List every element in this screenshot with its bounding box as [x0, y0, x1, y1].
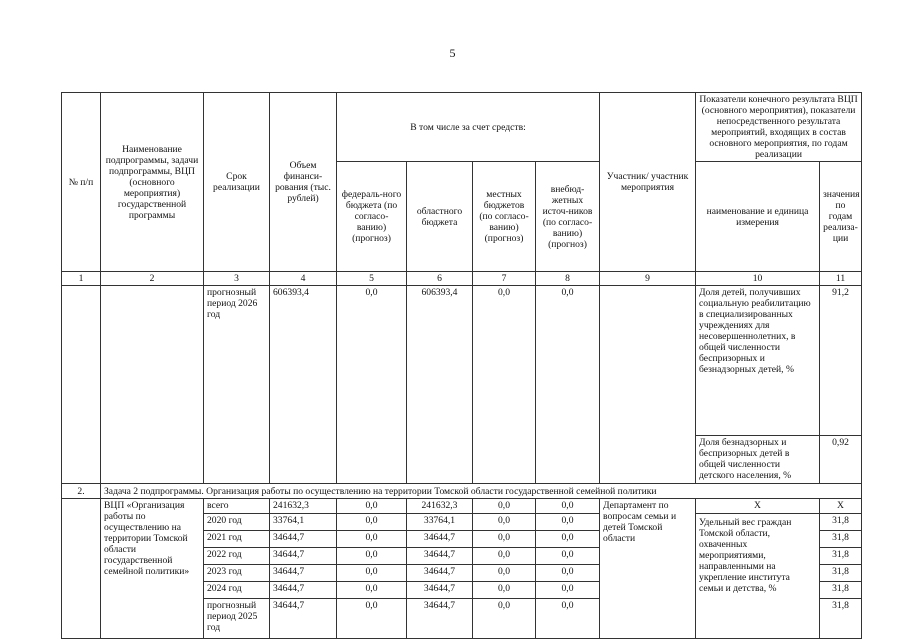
indicator-value: 91,2	[820, 286, 862, 436]
local-cell: 0,0	[473, 514, 536, 531]
colnum: 8	[536, 272, 600, 286]
colnum: 7	[473, 272, 536, 286]
extra-cell: 0,0	[536, 286, 600, 484]
total-cell: 241632,3	[270, 499, 337, 514]
regional-cell: 34644,7	[407, 548, 473, 565]
period-cell: 2023 год	[204, 565, 270, 582]
indicator-value: 31,8	[820, 548, 862, 565]
header-col5: федераль-ного бюджета (по согласо-ванию) (прогноз)	[337, 162, 407, 272]
colnum: 11	[820, 272, 862, 286]
x-marker: Х	[696, 499, 820, 514]
extra-cell: 0,0	[536, 499, 600, 514]
header-indicators: Показатели конечного результата ВЦП (основного мероприятия), показатели непосредственного результата мероприятий, входящих в состав основного мероприятия, по годам реализации	[696, 93, 862, 162]
indicator-value: 31,8	[820, 514, 862, 531]
page-number: 5	[449, 46, 456, 60]
regional-cell: 33764,1	[407, 514, 473, 531]
local-cell: 0,0	[473, 499, 536, 514]
federal-cell: 0,0	[337, 286, 407, 484]
local-cell: 0,0	[473, 599, 536, 639]
colnum: 10	[696, 272, 820, 286]
header-col3: Срок реализации	[204, 93, 270, 272]
header-group: В том числе за счет средств:	[337, 93, 600, 162]
federal-cell: 0,0	[337, 531, 407, 548]
vcp-name: ВЦП «Организация работы по осуществлению на территории Томской области государственной семейной политики»	[101, 499, 204, 639]
extra-cell: 0,0	[536, 582, 600, 599]
total-cell: 34644,7	[270, 565, 337, 582]
total-cell: 34644,7	[270, 599, 337, 639]
indicator-name: Доля детей, получивших социальную реабилитацию в специализированных учреждениях для несовершеннолетних, в общей численности беспризорных и безнадзорных детей, %	[696, 286, 820, 436]
regional-cell: 241632,3	[407, 499, 473, 514]
task-row	[62, 484, 862, 499]
extra-cell: 0,0	[536, 565, 600, 582]
x-marker: Х	[820, 499, 862, 514]
period-cell: 2021 год	[204, 531, 270, 548]
header-col1: № п/п	[62, 93, 101, 272]
table-row	[62, 499, 862, 514]
total-cell: 606393,4	[270, 286, 337, 484]
extra-cell: 0,0	[536, 531, 600, 548]
period-cell: прогнозный период 2026 год	[204, 286, 270, 484]
header-col7: местных бюджетов (по согласо-ванию) (прогноз)	[473, 162, 536, 272]
indicator-name: Удельный вес граждан Томской области, охваченных мероприятиями, направленными на укрепление института семьи и детства, %	[696, 514, 820, 639]
period-cell: всего	[204, 499, 270, 514]
indicator-value: 31,8	[820, 582, 862, 599]
regional-cell: 34644,7	[407, 565, 473, 582]
local-cell: 0,0	[473, 548, 536, 565]
indicator-value: 31,8	[820, 565, 862, 582]
header-col8: внебюд-жетных источ-ников (по согласо-ванию) (прогноз)	[536, 162, 600, 272]
period-cell: 2022 год	[204, 548, 270, 565]
participant-cell: Департамент по вопросам семьи и детей Томской области	[600, 499, 696, 639]
local-cell: 0,0	[473, 286, 536, 484]
period-cell: 2020 год	[204, 514, 270, 531]
program-table	[61, 92, 862, 639]
local-cell: 0,0	[473, 582, 536, 599]
regional-cell: 34644,7	[407, 531, 473, 548]
colnum: 4	[270, 272, 337, 286]
extra-cell: 0,0	[536, 599, 600, 639]
task-text: Задача 2 подпрограммы. Организация работы по осуществлению на территории Томской области государственной семейной политики	[101, 484, 862, 499]
header-col6: областного бюджета	[407, 162, 473, 272]
indicator-value: 31,8	[820, 599, 862, 639]
regional-cell: 34644,7	[407, 582, 473, 599]
federal-cell: 0,0	[337, 514, 407, 531]
table-row	[62, 286, 862, 436]
colnum: 5	[337, 272, 407, 286]
extra-cell: 0,0	[536, 548, 600, 565]
total-cell: 34644,7	[270, 548, 337, 565]
colnum: 3	[204, 272, 270, 286]
indicator-value: 0,92	[820, 436, 862, 484]
header-col4: Объем финанси-рования (тыс. рублей)	[270, 93, 337, 272]
total-cell: 33764,1	[270, 514, 337, 531]
local-cell: 0,0	[473, 531, 536, 548]
indicator-value: 31,8	[820, 531, 862, 548]
period-cell: прогнозный период 2025 год	[204, 599, 270, 639]
header-col2: Наименование подпрограммы, задачи подпрограммы, ВЦП (основного мероприятия) государственной программы	[101, 93, 204, 272]
total-cell: 34644,7	[270, 531, 337, 548]
colnum: 1	[62, 272, 101, 286]
header-col10: наименование и единица измерения	[696, 162, 820, 272]
regional-cell: 606393,4	[407, 286, 473, 484]
federal-cell: 0,0	[337, 548, 407, 565]
local-cell: 0,0	[473, 565, 536, 582]
column-numbers-row	[62, 272, 862, 286]
colnum: 6	[407, 272, 473, 286]
header-col9: Участник/ участник мероприятия	[600, 93, 696, 272]
regional-cell: 34644,7	[407, 599, 473, 639]
federal-cell: 0,0	[337, 565, 407, 582]
indicator-name: Доля безнадзорных и беспризорных детей в общей численности детского населения, %	[696, 436, 820, 484]
extra-cell: 0,0	[536, 514, 600, 531]
task-number: 2.	[62, 484, 101, 499]
federal-cell: 0,0	[337, 582, 407, 599]
colnum: 9	[600, 272, 696, 286]
total-cell: 34644,7	[270, 582, 337, 599]
header-col11: значения по годам реализа-ции	[820, 162, 862, 272]
period-cell: 2024 год	[204, 582, 270, 599]
federal-cell: 0,0	[337, 599, 407, 639]
federal-cell: 0,0	[337, 499, 407, 514]
colnum: 2	[101, 272, 204, 286]
